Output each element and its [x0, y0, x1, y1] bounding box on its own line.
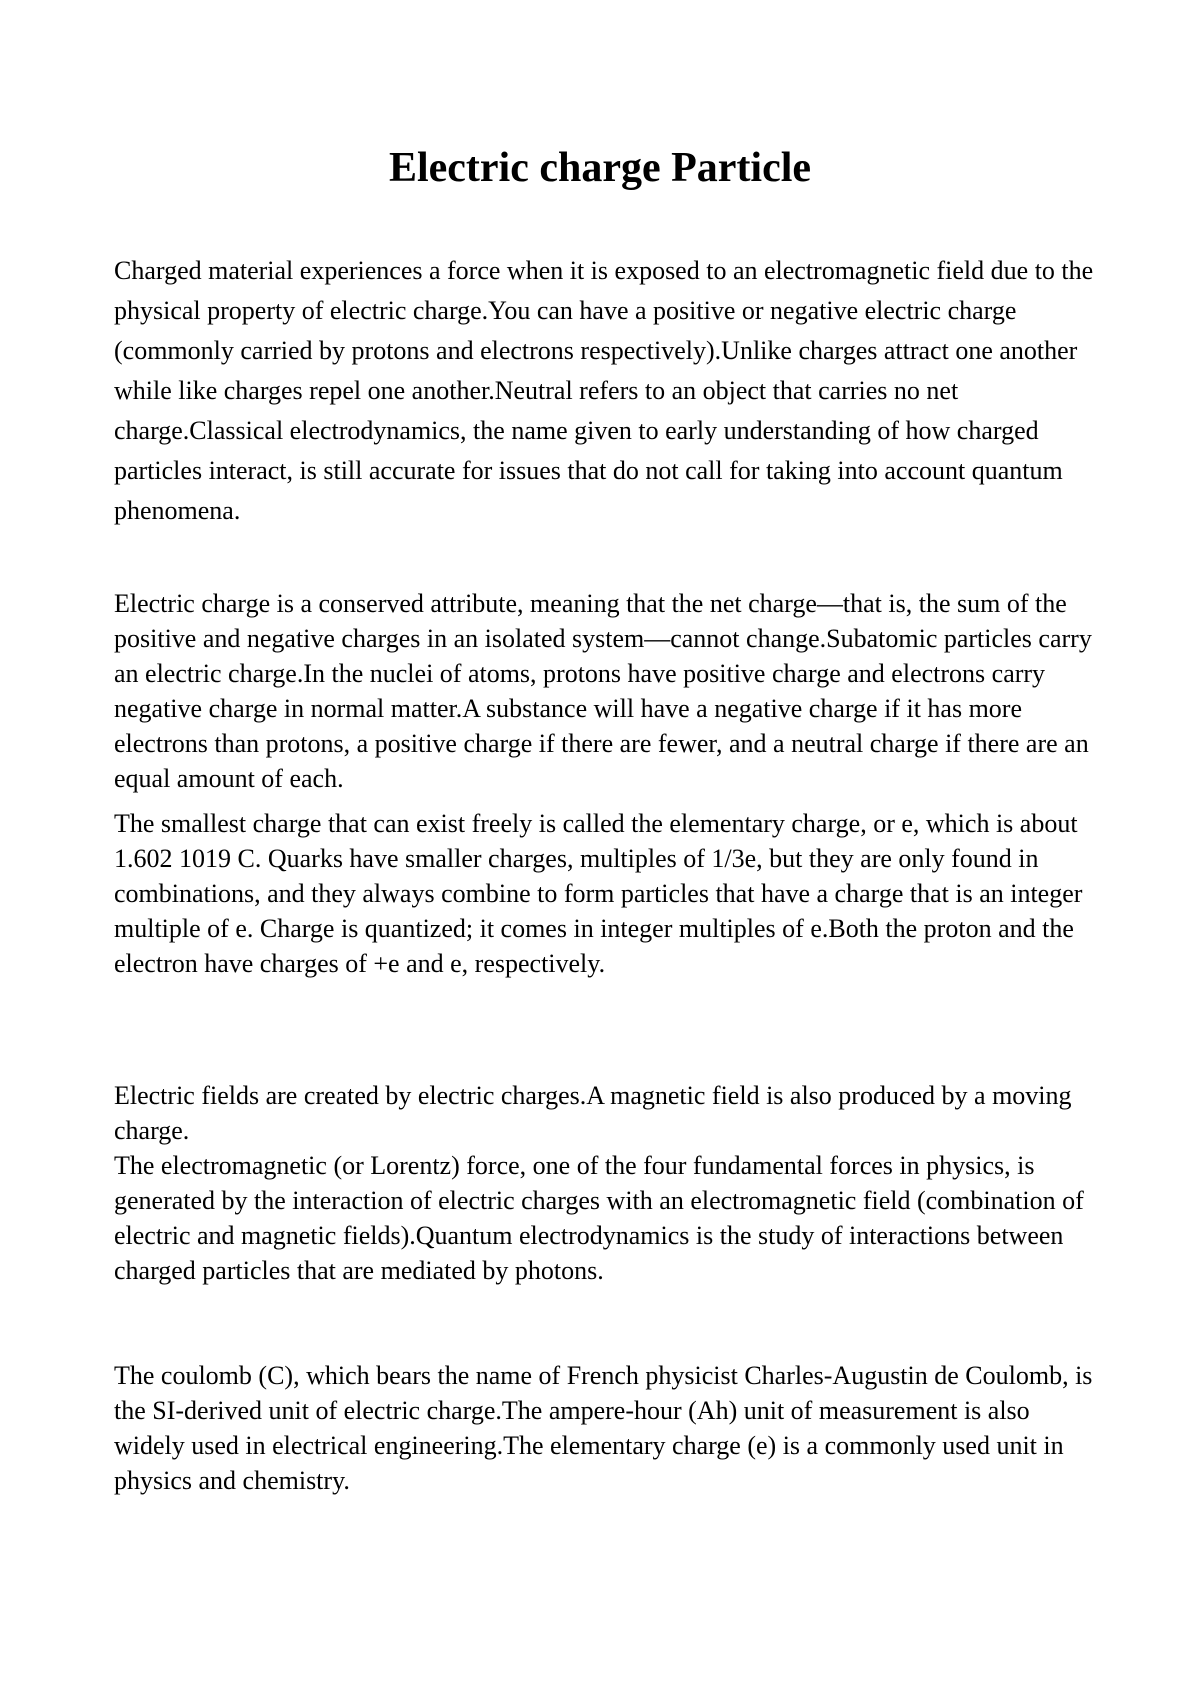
paragraph-conservation: Electric charge is a conserved attribute, meaning that the net charge—that is, the sum of the positive and negative charges in an isolated system—cannot change.Subatomic particles carry an electric charge.In the nuclei of atoms, protons have positive charge and electrons carry negative charge in normal matter.A substance will have a negative charge if it has more electrons than protons, a positive charge if there are fewer, and a neutral charge if there are an equal amount of each.	[114, 589, 1092, 793]
paragraph-coulomb-unit: The coulomb (C), which bears the name of French physicist Charles-Augustin de Coulomb, is the SI-derived unit of electric charge.The ampere-hour (Ah) unit of measurement is also widely used in electrical engineering.The elementary charge (e) is a commonly used unit in physics and chemistry.	[114, 1361, 1093, 1495]
paragraph-elementary-charge: The smallest charge that can exist freely is called the elementary charge, or e, which is about 1.602 1019 C. Quarks have smaller charges, multiples of 1/3e, but they are only found in combinations, and they always combine to form particles that have a charge that is an integer multiple of e. Charge is quantized; it comes in integer multiples of e.Both the proton and the electron have charges of +e and e, respectively.	[114, 809, 1083, 978]
paragraph-electric-fields: Electric fields are created by electric charges.A magnetic field is also produced by a moving charge.	[114, 1081, 1072, 1145]
paragraph-electromagnetic-force: The electromagnetic (or Lorentz) force, one of the four fundamental forces in physics, is generated by the interaction of electric charges with an electromagnetic field (combination of electric and magnetic fields).Quantum electrodynamics is the study of interactions between charged particles that are mediated by photons.	[114, 1151, 1084, 1285]
paragraph-electric-charge-intro: Charged material experiences a force when it is exposed to an electromagnetic field due to the physical property of electric charge.You can have a positive or negative electric charge (commonly carried by protons and electrons respectively).Unlike charges attract one another while like charges repel one another.Neutral refers to an object that carries no net charge.Classical electrodynamics, the name given to early understanding of how charged particles interact, is still accurate for issues that do not call for taking into account quantum phenomena.	[114, 256, 1094, 525]
page-title: Electric charge Particle	[388, 145, 812, 191]
